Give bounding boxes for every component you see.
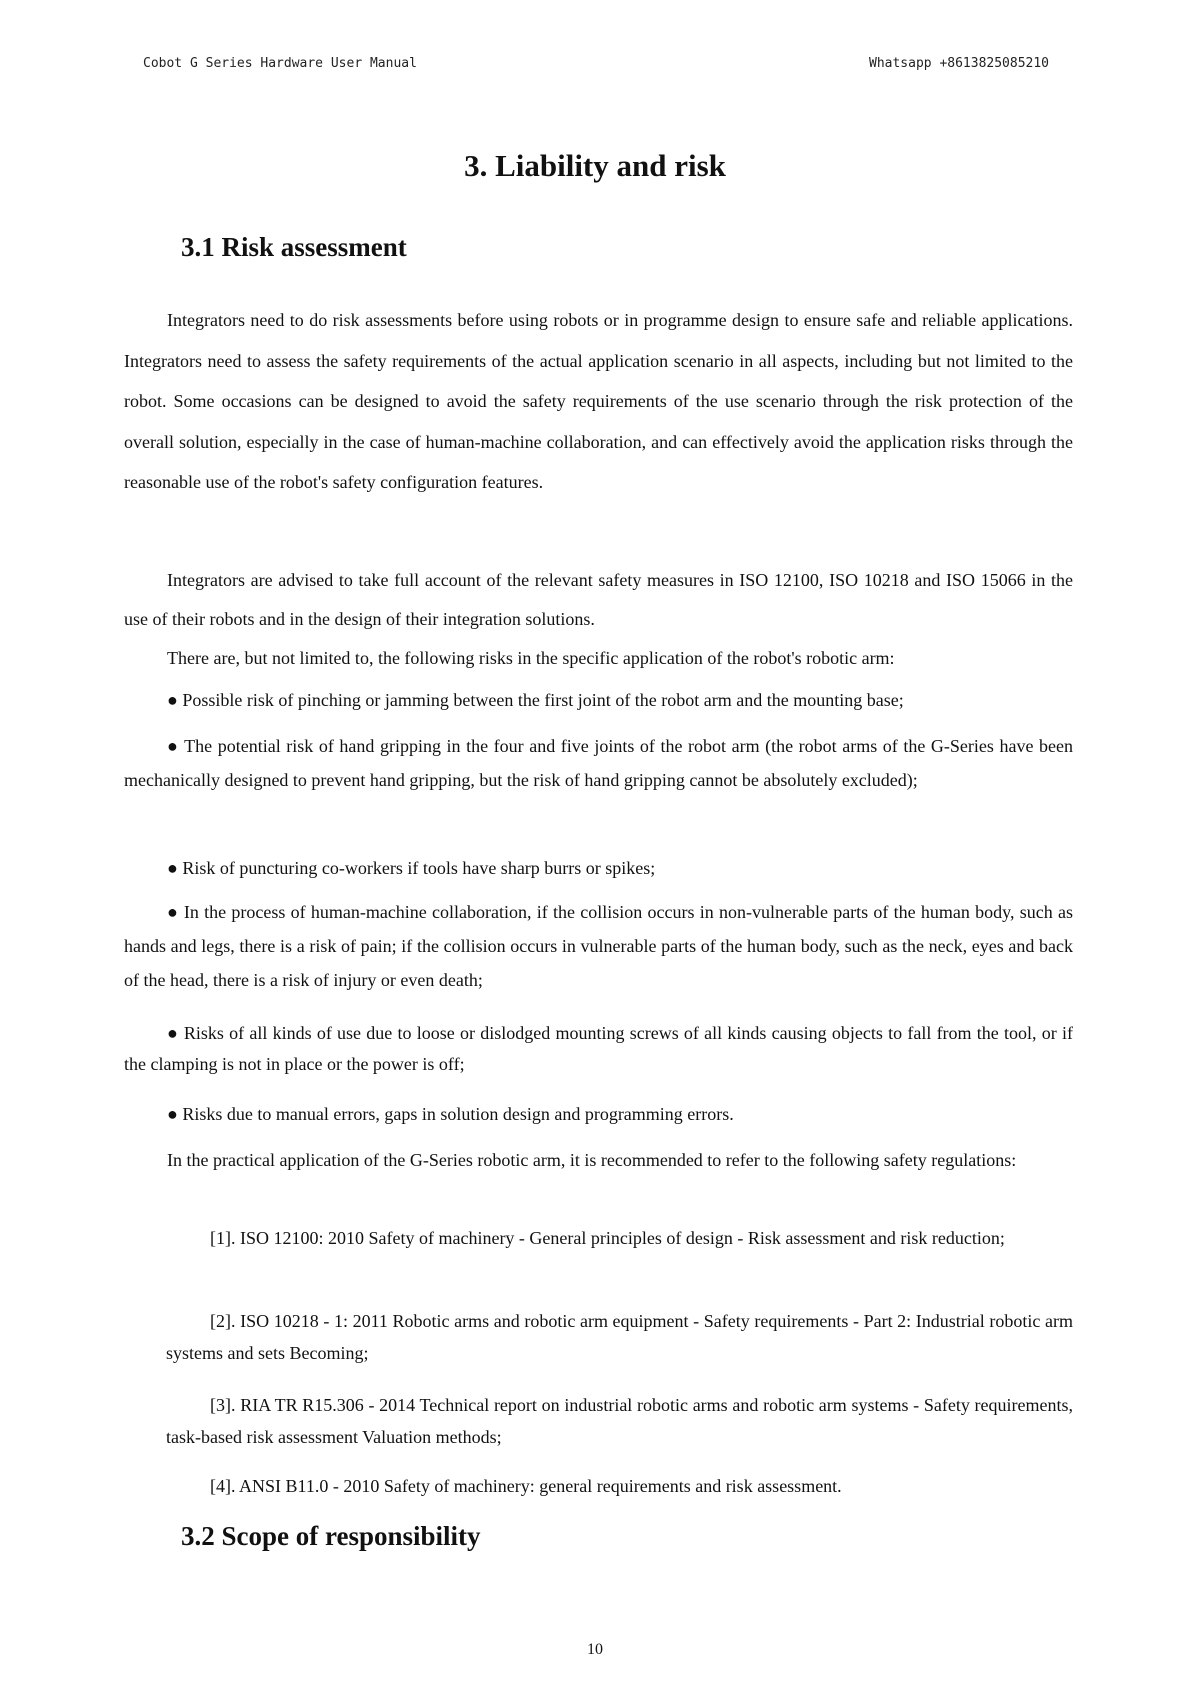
reference-item: [1]. ISO 12100: 2010 Safety of machinery - General principles of design - Risk assessment and risk reduction; (210, 1228, 1005, 1248)
risk-list-item: ● Possible risk of pinching or jamming between the first joint of the robot arm and the mounting base; (167, 690, 904, 710)
reference-item: [4]. ANSI B11.0 - 2010 Safety of machinery: general requirements and risk assessment. (210, 1476, 842, 1496)
risk-list-item: ● The potential risk of hand gripping in the four and five joints of the robot arm (the robot arms of the G-Series have been mechanically designed to prevent hand gripping, but the risk of hand gripping cannot be absolutely excluded); (124, 736, 1073, 790)
risk-list-item: ● In the process of human-machine collaboration, if the collision occurs in non-vulnerable parts of the human body, such as hands and legs, there is a risk of pain; if the collision occurs in vulnerable parts of the human body, such as the neck, eyes and back of the head, there is a risk of injury or even death; (124, 902, 1073, 990)
chapter-title: 3. Liability and risk (464, 148, 726, 183)
reference-item: [2]. ISO 10218 - 1: 2011 Robotic arms and robotic arm equipment - Safety requirements - Part 2: Industrial robotic arm systems and sets Becoming; (166, 1311, 1073, 1363)
paragraph-risk-assessment-intro: Integrators need to do risk assessments before using robots or in programme design to ensure safe and reliable applications. Integrators need to assess the safety requirements of the actual application scenario in all aspects, including but not limited to the robot. Some occasions can be designed to avoid the safety requirements of the use scenario through the risk protection of the overall solution, especially in the case of human-machine collaboration, and can effectively avoid the application risks through the reasonable use of the robot's safety configuration features. (124, 310, 1073, 493)
risk-list-item: ● Risk of puncturing co-workers if tools have sharp burrs or spikes; (167, 858, 656, 878)
paragraph-regulations-intro: In the practical application of the G-Series robotic arm, it is recommended to refer to the following safety regulations: (167, 1150, 1017, 1170)
reference-item: [3]. RIA TR R15.306 - 2014 Technical report on industrial robotic arms and robotic arm systems - Safety requirements, task-based risk assessment Valuation methods; (166, 1395, 1073, 1447)
section-heading-scope-of-responsibility: 3.2 Scope of responsibility (181, 1521, 481, 1551)
risk-list-item: ● Risks due to manual errors, gaps in solution design and programming errors. (167, 1104, 734, 1124)
running-header-title: Cobot G Series Hardware User Manual (143, 56, 417, 71)
section-heading-risk-assessment: 3.1 Risk assessment (181, 232, 407, 262)
paragraph-iso-advice: Integrators are advised to take full account of the relevant safety measures in ISO 12100, ISO 10218 and ISO 15066 in the use of their robots and in the design of their integration solutions. (124, 570, 1073, 629)
paragraph-risks-intro: There are, but not limited to, the following risks in the specific application of the robot's robotic arm: (167, 648, 895, 668)
running-header-contact: Whatsapp +8613825085210 (869, 56, 1050, 71)
page-number: 10 (587, 1641, 603, 1658)
risk-list-item: ● Risks of all kinds of use due to loose or dislodged mounting screws of all kinds causing objects to fall from the tool, or if the clamping is not in place or the power is off; (124, 1023, 1073, 1074)
